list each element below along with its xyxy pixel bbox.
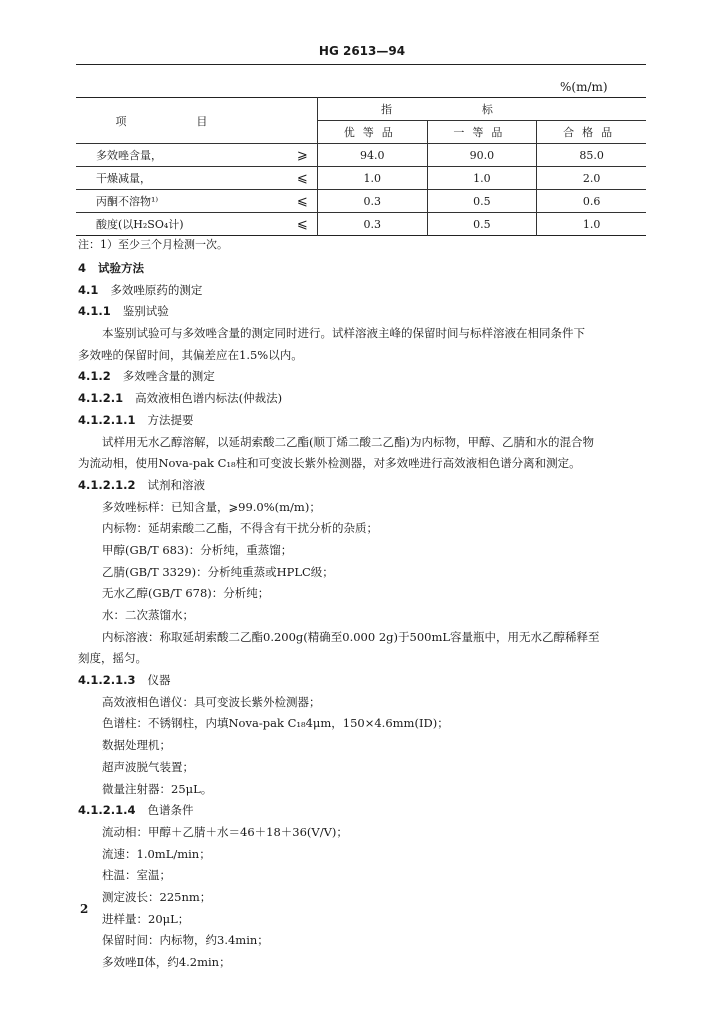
line-text: 流速：1.0mL/min； xyxy=(102,846,211,861)
section-number: 4.1.2.1 xyxy=(78,391,124,406)
row-value: 85.0 xyxy=(537,144,646,167)
paragraph-line xyxy=(78,648,648,670)
paragraph-line xyxy=(78,562,648,584)
row-name: 多效唑含量， xyxy=(96,149,162,162)
line-text: 无水乙醇(GB/T 678)：分析纯； xyxy=(102,586,270,601)
paragraph-line xyxy=(78,453,648,475)
line-text: 多效唑含量的测定 xyxy=(122,369,215,384)
line-text: 甲醇(GB/T 683)：分析纯，重蒸馏； xyxy=(102,542,293,557)
line-text: 微量注射器：25μL。 xyxy=(102,781,213,796)
row-name: 干燥减量， xyxy=(96,172,151,185)
line-text: 内标物：延胡索酸二乙酯，不得含有干扰分析的杂质； xyxy=(102,521,378,536)
line-text: 多效唑Ⅱ体，约4.2min； xyxy=(102,955,231,969)
table-row xyxy=(76,167,646,190)
paragraph-line xyxy=(78,779,648,801)
row-symbol: ⩾ xyxy=(296,147,308,163)
paragraph-line xyxy=(78,323,648,345)
line-text: 试验方法 xyxy=(98,261,145,275)
section-number: 4.1.1 xyxy=(78,304,111,319)
paragraph-line xyxy=(78,887,648,909)
section-number: 4.1.2.1.4 xyxy=(78,803,136,818)
spec-table xyxy=(76,97,646,236)
row-value: 94.0 xyxy=(317,144,427,167)
paragraph-line xyxy=(78,844,648,866)
paragraph-line xyxy=(78,952,648,974)
section-heading xyxy=(78,301,648,323)
section-heading xyxy=(78,800,648,822)
item-header: 项目 xyxy=(115,114,278,128)
body-text xyxy=(78,258,648,974)
line-text: 多效唑原药的测定 xyxy=(110,282,203,297)
table-header-row xyxy=(76,98,646,121)
row-value: 2.0 xyxy=(537,167,646,190)
paragraph-line xyxy=(78,497,648,519)
paragraph-line xyxy=(78,735,648,757)
grade-header: 一等品 xyxy=(427,121,537,144)
line-text: 流动相：甲醇＋乙腈＋水＝46＋18＋36(V/V)； xyxy=(102,824,348,839)
section-number: 4.1.2.1.3 xyxy=(78,673,136,688)
table-footnote: 注：1）至少三个月检测一次。 xyxy=(78,238,228,251)
line-text: 数据处理机； xyxy=(102,738,171,753)
row-value: 0.6 xyxy=(537,190,646,213)
paragraph-line xyxy=(78,518,648,540)
grade-header: 合格品 xyxy=(537,121,646,144)
standard-code-header: HG 2613—94 xyxy=(318,44,406,58)
paragraph-line xyxy=(78,865,648,887)
line-text: 多效唑标样：已知含量，⩾99.0%(m/m)； xyxy=(102,499,321,514)
section-number: 4.1.2 xyxy=(78,369,111,384)
line-text: 为流动相，使用Nova-pak C₁₈柱和可变波长紫外检测器，对多效唑进行高效液相色谱分离和测定。 xyxy=(78,456,581,471)
line-text: 仪器 xyxy=(147,673,171,688)
row-value: 1.0 xyxy=(427,167,537,190)
paragraph-line xyxy=(78,605,648,627)
line-text: 本鉴别试验可与多效唑含量的测定同时进行。试样溶液主峰的保留时间与标样溶液在相同条件下 xyxy=(102,326,585,341)
header-rule xyxy=(76,64,646,65)
row-value: 0.5 xyxy=(427,213,537,236)
line-text: 色谱柱：不锈钢柱，内填Nova-pak C₁₈4μm，150×4.6mm(ID)； xyxy=(102,716,449,731)
line-text: 保留时间：内标物，约3.4min； xyxy=(102,933,269,948)
row-value: 0.3 xyxy=(317,190,427,213)
line-text: 测定波长：225nm； xyxy=(102,889,212,904)
line-text: 内标溶液：称取延胡索酸二乙酯0.200g(精确至0.000 2g)于500mL容量瓶中，用无水乙醇稀释至 xyxy=(102,629,600,644)
section-heading xyxy=(78,475,648,497)
page-number: 2 xyxy=(80,902,89,916)
paragraph-line xyxy=(78,345,648,367)
row-symbol: ⩽ xyxy=(296,170,308,186)
row-name: 丙酮不溶物¹⁾ xyxy=(96,195,159,208)
section-number: 4.1 xyxy=(78,282,99,297)
row-symbol: ⩽ xyxy=(296,193,308,209)
line-text: 方法提要 xyxy=(147,412,194,427)
paragraph-line xyxy=(78,627,648,649)
paragraph-line xyxy=(78,930,648,952)
section-heading xyxy=(78,366,648,388)
row-value: 1.0 xyxy=(317,167,427,190)
line-text: 色谱条件 xyxy=(147,803,194,818)
row-value: 90.0 xyxy=(427,144,537,167)
section-number: 4.1.2.1.1 xyxy=(78,412,136,427)
row-value: 1.0 xyxy=(537,213,646,236)
table-row xyxy=(76,213,646,236)
line-text: 试样用无水乙醇溶解，以延胡索酸二乙酯(顺丁烯二酸二乙酯)为内标物，甲醇、乙腈和水的混合物 xyxy=(102,434,594,449)
section-heading xyxy=(78,258,648,280)
line-text: 水：二次蒸馏水； xyxy=(102,608,194,622)
line-text: 乙腈(GB/T 3329)：分析纯重蒸或HPLC级； xyxy=(102,564,334,579)
row-value: 0.5 xyxy=(427,190,537,213)
table-row xyxy=(76,144,646,167)
index-header: 指标 xyxy=(317,98,646,121)
section-number: 4.1.2.1.2 xyxy=(78,477,136,492)
section-number: 4 xyxy=(78,261,87,275)
grade-header: 优等品 xyxy=(317,121,427,144)
row-symbol: ⩽ xyxy=(296,216,308,232)
table-row xyxy=(76,190,646,213)
section-heading xyxy=(78,388,648,410)
line-text: 鉴别试验 xyxy=(122,304,169,319)
line-text: 刻度，摇匀。 xyxy=(78,651,147,666)
paragraph-line xyxy=(78,909,648,931)
paragraph-line xyxy=(78,540,648,562)
paragraph-line xyxy=(78,432,648,454)
paragraph-line xyxy=(78,822,648,844)
line-text: 高效液相色谱内标法(仲裁法) xyxy=(135,391,283,406)
paragraph-line xyxy=(78,692,648,714)
line-text: 超声波脱气装置； xyxy=(102,759,194,774)
section-heading xyxy=(78,670,648,692)
line-text: 试剂和溶液 xyxy=(147,477,205,492)
paragraph-line xyxy=(78,757,648,779)
line-text: 进样量：20μL； xyxy=(102,911,190,926)
section-heading xyxy=(78,280,648,302)
row-value: 0.3 xyxy=(317,213,427,236)
table-unit: %(m/m) xyxy=(560,80,608,94)
paragraph-line xyxy=(78,583,648,605)
paragraph-line xyxy=(78,713,648,735)
line-text: 柱温：室温； xyxy=(102,868,171,883)
line-text: 多效唑的保留时间，其偏差应在1.5%以内。 xyxy=(78,347,303,362)
section-heading xyxy=(78,410,648,432)
line-text: 高效液相色谱仪：具可变波长紫外检测器； xyxy=(102,694,321,709)
row-name: 酸度(以H₂SO₄计) xyxy=(96,218,184,231)
